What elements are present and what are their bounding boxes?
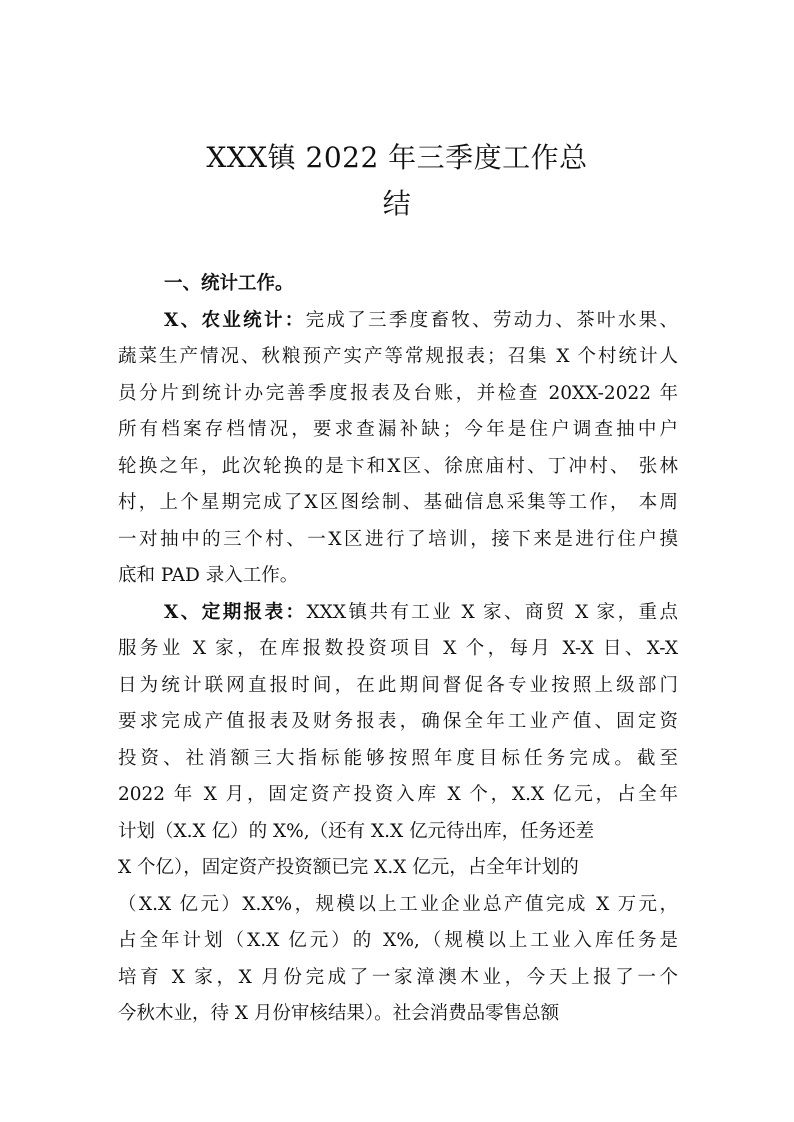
paragraph-line: 所有档案存档情况，要求查漏补缺；今年是住户调查抽中户	[118, 419, 678, 440]
paragraph-line	[118, 595, 678, 632]
paragraph-agricultural-statistics	[118, 303, 678, 595]
paragraph-line: 一对抽中的三个村、一X区进行了培训，接下来是进行住户摸	[118, 528, 678, 550]
paragraph-label: X、定期报表：	[164, 601, 307, 623]
paragraph-line: 培育 X 家，X 月份完成了一家漳澳木业，今天上报了一个	[118, 966, 678, 988]
paragraph-line	[118, 303, 678, 340]
document-title-line-1: XXX镇 2022 年三季度工作总	[206, 141, 588, 174]
paragraph-line: 服务业 X 家，在库报数投资项目 X 个，每月 X-X 日、X-X	[118, 638, 678, 659]
document-title-line-2: 结	[382, 187, 412, 220]
document-body	[118, 266, 678, 1033]
paragraph-line: X 个亿），固定资产投资额已完 X.X 亿元，占全年计划的	[118, 857, 579, 878]
paragraph-text: 完成了三季度畜牧、劳动力、茶叶水果、	[305, 309, 678, 331]
paragraph-line: 轮换之年，此次轮换的是卞和X区、徐庶庙村、丁冲村、 张林	[118, 455, 678, 477]
paragraph-line: 员分片到统计办完善季度报表及台账，并检查 20XX-2022 年	[118, 382, 678, 404]
paragraph-line: 占全年计划（X.X 亿元）的 X%,（规模以上工业入库任务是	[118, 930, 678, 951]
paragraph-line: 要求完成产值报表及财务报表，确保全年工业产值、固定资	[118, 711, 678, 732]
paragraph-periodic-reports	[118, 595, 678, 1033]
paragraph-line: 今秋木业，待 X 月份审核结果）。社会消费品零售总额	[118, 1003, 560, 1024]
paragraph-text: XXX镇共有工业 X 家、商贸 X 家，重点	[306, 601, 678, 623]
paragraph-line: 计划（X.X 亿）的 X%,（还有 X.X 亿元待出库，任务还差	[118, 820, 595, 842]
paragraph-label: X、农业统计：	[164, 309, 306, 331]
paragraph-line: 村，上个星期完成了X区图绘制、基础信息采集等工作， 本周	[118, 492, 678, 513]
paragraph-line: 蔬菜生产情况、秋粮预产实产等常规报表；召集 X 个村统计人	[118, 346, 678, 367]
paragraph-line: 2022 年 X 月，固定资产投资入库 X 个，X.X 亿元，占全年	[118, 784, 678, 805]
paragraph-line: （X.X 亿元）X.X%，规模以上工业企业总产值完成 X 万元，	[118, 893, 678, 915]
section-1-heading: 一、统计工作。	[164, 273, 294, 294]
section-heading	[118, 266, 678, 303]
paragraph-line: 日为统计联网直报时间，在此期间督促各专业按照上级部门	[118, 674, 678, 696]
paragraph-line: 底和 PAD 录入工作。	[118, 565, 299, 586]
paragraph-line: 投资、社消额三大指标能够按照年度目标任务完成。截至	[118, 747, 678, 769]
